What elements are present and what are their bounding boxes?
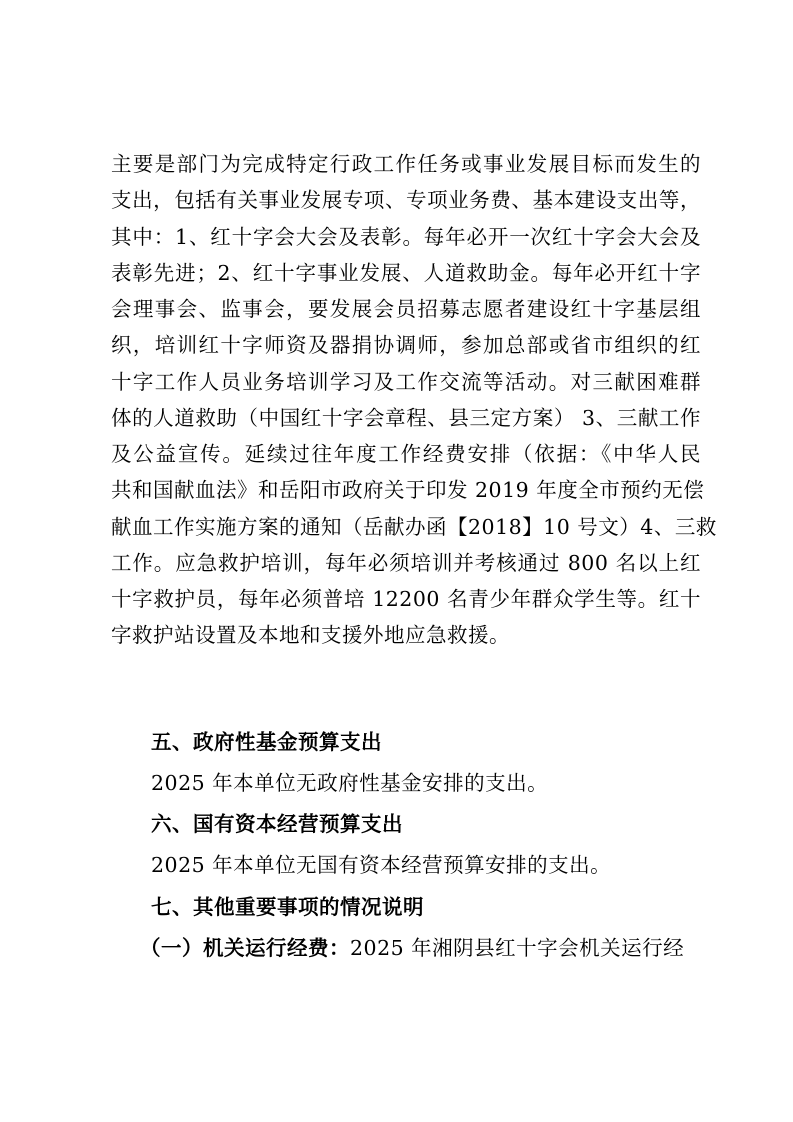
section-seven-heading: 七、其他重要事项的情况说明 [151, 895, 424, 919]
paragraph-line-3: 其中：1、红十字会大会及表彰。每年必开一次红十字会大会及 [111, 224, 701, 249]
section-six-heading: 六、国有资本经营预算支出 [151, 812, 403, 836]
paragraph-line-4: 表彰先进；2、红十字事业发展、人道救助金。每年必开红十字 [111, 260, 701, 285]
paragraph-line-11: 献血工作实施方案的通知（岳献办函【2018】10 号文）4、三救 [111, 514, 717, 539]
paragraph-line-2: 支出，包括有关事业发展专项、专项业务费、基本建设支出等， [111, 188, 701, 213]
paragraph-line-13: 十字救护员，每年必须普培 12200 名青少年群众学生等。红十 [111, 587, 701, 611]
paragraph-line-8: 体的人道救助（中国红十字会章程、县三定方案） 3、三献工作 [111, 405, 701, 430]
section-six-text: 2025 年本单位无国有资本经营预算安排的支出。 [151, 853, 612, 877]
subsection-label: （一）机关运行经费： [140, 936, 350, 960]
paragraph-line-6: 织，培训红十字师资及器捐协调师，参加总部或省市组织的红 [111, 333, 701, 358]
paragraph-line-5: 会理事会、监事会，要发展会员招募志愿者建设红十字基层组 [111, 297, 701, 321]
section-five-text: 2025 年本单位无政府性基金安排的支出。 [151, 771, 549, 795]
paragraph-line-9: 及公益宣传。延续过往年度工作经费安排（依据：《中华人民 [111, 442, 701, 466]
section-five-heading: 五、政府性基金预算支出 [151, 730, 382, 754]
body-paragraph [111, 146, 717, 654]
paragraph-line-10: 共和国献血法》和岳阳市政府关于印发 2019 年度全市预约无偿 [111, 478, 705, 503]
paragraph-line-1: 主要是部门为完成特定行政工作任务或事业发展目标而发生的 [111, 152, 701, 176]
paragraph-line-12: 工作。应急救护培训，每年必须培训并考核通过 800 名以上红 [111, 550, 701, 575]
section-seven-subsection [140, 930, 684, 966]
subsection-text: 2025 年湘阴县红十字会机关运行经 [350, 936, 685, 960]
paragraph-line-7: 十字工作人员业务培训学习及工作交流等活动。对三献困难群 [111, 369, 701, 394]
paragraph-line-14: 字救护站设置及本地和支援外地应急救援。 [111, 623, 510, 648]
